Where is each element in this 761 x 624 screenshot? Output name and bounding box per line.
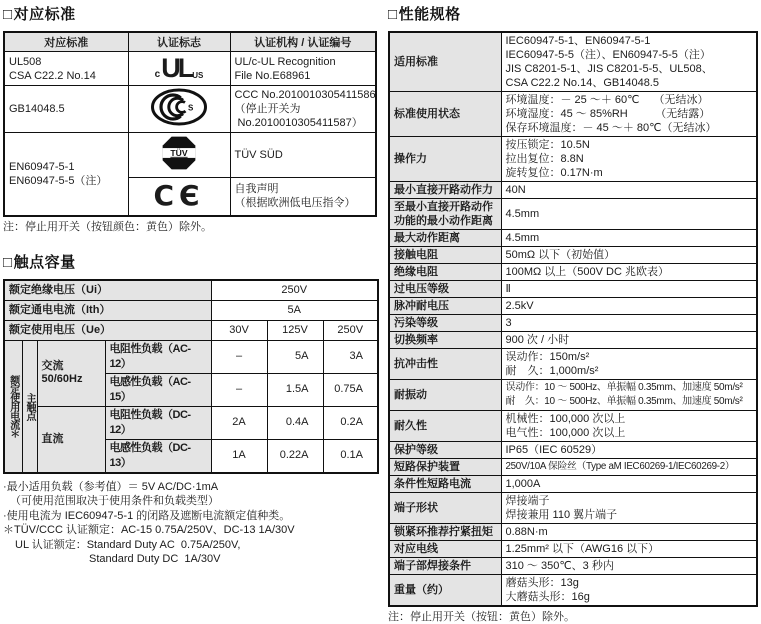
left-column bbox=[3, 0, 379, 567]
spec-value: 310 ～ 350℃、3 秒内 bbox=[501, 558, 757, 575]
table-row bbox=[4, 300, 378, 320]
performance-section-title: □性能规格 bbox=[388, 6, 461, 23]
note-text: UL 认证额定：Standard Duty AC 0.75A/250V, bbox=[15, 538, 241, 551]
spec-row-switching-frequency: 切换频率 900 次 / 小时 bbox=[389, 332, 757, 349]
spec-row-applicable-standards: 适用标准 IEC60947-5-1、EN60947-5-1 IEC60947-5-5（注）、EN60947-5-5（注） JIS C8201-5-1、JIS C8201-5-5、UL508、 CSA C22.2 No.14、GB14048.5 bbox=[389, 32, 757, 92]
standards-row-tuv bbox=[4, 133, 376, 178]
spec-value: 100MΩ 以上（500V DC 兆欧表） bbox=[501, 264, 757, 281]
spec-value: 250V/10A 保险丝（Type aM IEC60269-1/IEC60269-2） bbox=[501, 459, 757, 476]
spec-row-short-circuit-protection: 短路保护装置 250V/10A 保险丝（Type aM IEC60269-1/IEC60269-2） bbox=[389, 459, 757, 476]
certification-body: UL/c-UL Recognition File No.E68961 bbox=[230, 52, 376, 86]
voltage-col-30v: 30V bbox=[211, 320, 267, 340]
spec-row-max-travel: 最大动作距离 4.5mm bbox=[389, 230, 757, 247]
spec-value: 焊接端子 焊接兼用 110 翼片端子 bbox=[501, 493, 757, 524]
spec-value: 1,000A bbox=[501, 476, 757, 493]
spec-value: 3 bbox=[501, 315, 757, 332]
mark-col-header: 认证标志 bbox=[128, 32, 230, 52]
cell-value: 3A bbox=[323, 340, 378, 373]
load-type-label: 电感性负载（DC-13） bbox=[105, 439, 211, 473]
spec-row-vibration-resistance: 耐振动 误动作：10 ～ 500Hz、单振幅 0.35mm、加速度 50m/s² 耐 久：10 ～ 500Hz、单振幅 0.35mm、加速度 50m/s² bbox=[389, 380, 757, 411]
spec-row-terminal-shape: 端子形状 焊接端子 焊接兼用 110 翼片端子 bbox=[389, 493, 757, 524]
certification-body: 自我声明 （根据欧洲低电压指令） bbox=[230, 178, 376, 216]
spec-row-operating-force: 操作力 按压锁定：10.5N 拉出复位：8.8N 旋转复位：0.17N·m bbox=[389, 137, 757, 182]
cell-value: 0.4A bbox=[267, 406, 323, 439]
spec-value: 误动作：150m/s² 耐 久：1,000m/s² bbox=[501, 349, 757, 380]
note-text: ·使用电流为 IEC60947-5-1 的闭路及遮断电流额定值种类。 bbox=[3, 509, 291, 522]
spec-row-conditional-short-circuit-current: 条件性短路电流 1,000A bbox=[389, 476, 757, 493]
section-bullet-icon: □ bbox=[3, 6, 13, 23]
voltage-col-250v: 250V bbox=[323, 320, 378, 340]
standards-row-ul bbox=[4, 52, 376, 86]
spec-value: 900 次 / 小时 bbox=[501, 332, 757, 349]
rated-insulation-voltage-label: 额定绝缘电压（Ui） bbox=[4, 280, 211, 301]
cell-value: 0.2A bbox=[323, 406, 378, 439]
ccc-mark-icon bbox=[150, 88, 208, 126]
rated-current-value: 5A bbox=[211, 300, 378, 320]
note-text: Standard Duty DC 1A/30V bbox=[89, 553, 221, 565]
note-text: ·最小适用负载（参考值）＝ 5V AC/DC·1mA bbox=[3, 480, 219, 493]
spec-row-operating-conditions: 标准使用状态 环境温度：－ 25 ～＋ 60℃ （无结冰） 环境湿度：45 ～ 85%RH （无结露） 保存环境温度：－ 45 ～＋ 80℃（无结冰） bbox=[389, 92, 757, 137]
standards-table bbox=[3, 31, 377, 217]
rated-insulation-voltage-value: 250V bbox=[211, 280, 378, 301]
spec-value: IP65（IEC 60529） bbox=[501, 442, 757, 459]
ul-cul-mark-icon: c UL US bbox=[154, 53, 204, 83]
section-bullet-icon: □ bbox=[3, 253, 13, 271]
spec-row-overvoltage-category: 过电压等级 Ⅱ bbox=[389, 281, 757, 298]
standards-header-row bbox=[4, 32, 376, 52]
standards-section-title: □对应标准 bbox=[3, 6, 76, 23]
standard-name: UL508 CSA C22.2 No.14 bbox=[4, 52, 128, 86]
ac-group-label: 交流 50/60Hz bbox=[37, 340, 105, 406]
spec-row-impulse-withstand-voltage: 脉冲耐电压 2.5kV bbox=[389, 298, 757, 315]
main-contact-vertical-label: 主触点 bbox=[22, 340, 37, 473]
spec-row-protection-degree: 保护等级 IP65（IEC 60529） bbox=[389, 442, 757, 459]
operating-voltage-label: 额定使用电压（Ue） bbox=[4, 320, 211, 340]
spec-row-shock-resistance: 抗冲击性 误动作：150m/s² 耐 久：1,000m/s² bbox=[389, 349, 757, 380]
spec-value: 环境温度：－ 25 ～＋ 60℃ （无结冰） 环境湿度：45 ～ 85%RH （无结露） 保存环境温度：－ 45 ～＋ 80℃（无结冰） bbox=[501, 92, 757, 137]
performance-note: 注：停止用开关（按钮：黄色）除外。 bbox=[388, 611, 575, 623]
section-bullet-icon: □ bbox=[388, 6, 398, 23]
spec-row-insulation-resistance: 绝缘电阻 100MΩ 以上（500V DC 兆欧表） bbox=[389, 264, 757, 281]
spec-row-min-direct-opening-travel: 至最小直接开路动作 功能的最小动作距离 4.5mm bbox=[389, 199, 757, 230]
spec-value: 蘑菇头形：13g 大蘑菇头形：16g bbox=[501, 575, 757, 607]
performance-spec-table bbox=[388, 31, 758, 607]
spec-row-applicable-wire: 对应电线 1.25mm² 以下（AWG16 以下） bbox=[389, 541, 757, 558]
cell-value: – bbox=[211, 340, 267, 373]
spec-value: 4.5mm bbox=[501, 230, 757, 247]
standards-note: 注：停止用开关（按钮颜色：黄色）除外。 bbox=[3, 220, 212, 233]
spec-value: 机械性：100,000 次以上 电气性：100,000 次以上 bbox=[501, 411, 757, 442]
spec-row-contact-resistance: 接触电阻 50mΩ 以下（初始值） bbox=[389, 247, 757, 264]
spec-value: 2.5kV bbox=[501, 298, 757, 315]
cell-value: 5A bbox=[267, 340, 323, 373]
table-row bbox=[4, 280, 378, 301]
cell-value: 0.22A bbox=[267, 439, 323, 473]
cell-value: 2A bbox=[211, 406, 267, 439]
spec-row-weight: 重量（约） 蘑菇头形：13g 大蘑菇头形：16g bbox=[389, 575, 757, 607]
load-type-label: 电感性负载（AC-15） bbox=[105, 373, 211, 406]
standard-name: EN60947-5-1 EN60947-5-5（注） bbox=[4, 133, 128, 216]
table-row bbox=[4, 320, 378, 340]
spec-value: Ⅱ bbox=[501, 281, 757, 298]
spec-row-pollution-degree: 污染等级 3 bbox=[389, 315, 757, 332]
spec-value: 0.88N·m bbox=[501, 524, 757, 541]
cell-value: 0.1A bbox=[323, 439, 378, 473]
contact-capacity-table bbox=[3, 279, 379, 474]
svg-text:S: S bbox=[188, 103, 194, 113]
standards-col-header: 对应标准 bbox=[4, 32, 128, 52]
load-type-label: 电阻性负载（AC-12） bbox=[105, 340, 211, 373]
rated-operating-current-vertical-label: 额定使用电流＊ bbox=[4, 340, 22, 473]
cell-value: – bbox=[211, 373, 267, 406]
spec-value: 50mΩ 以下（初始值） bbox=[501, 247, 757, 264]
spec-value: 误动作：10 ～ 500Hz、单振幅 0.35mm、加速度 50m/s² 耐 久：10 ～ 500Hz、单振幅 0.35mm、加速度 50m/s² bbox=[501, 380, 757, 411]
table-row bbox=[4, 340, 378, 373]
note-text: ＊TÜV/CCC 认证额定：AC-15 0.75A/250V、DC-13 1A/30V bbox=[3, 524, 295, 536]
voltage-col-125v: 125V bbox=[267, 320, 323, 340]
rated-current-label: 额定通电电流（Ith） bbox=[4, 300, 211, 320]
cell-value: 0.75A bbox=[323, 373, 378, 406]
ce-mark-icon: CЄ bbox=[153, 179, 205, 213]
standards-row-ccc bbox=[4, 86, 376, 133]
spec-value: IEC60947-5-1、EN60947-5-1 IEC60947-5-5（注）、EN60947-5-5（注） JIS C8201-5-1、JIS C8201-5-5、UL508、 CSA C22.2 No.14、GB14048.5 bbox=[501, 32, 757, 92]
table-row bbox=[4, 406, 378, 439]
certification-body: CCC No.2010010305411586 （停止开关为 No.2010010305411587） bbox=[230, 86, 376, 133]
note-text: （可使用范围取决于使用条件和负载类型） bbox=[10, 495, 219, 507]
contact-section-title: □触点容量 bbox=[3, 253, 76, 271]
spec-row-locking-ring-torque: 锁紧环推荐拧紧扭矩 0.88N·m bbox=[389, 524, 757, 541]
spec-value: 按压锁定：10.5N 拉出复位：8.8N 旋转复位：0.17N·m bbox=[501, 137, 757, 182]
spec-row-durability: 耐久性 机械性：100,000 次以上 电气性：100,000 次以上 bbox=[389, 411, 757, 442]
cell-value: 1A bbox=[211, 439, 267, 473]
spec-value: 1.25mm² 以下（AWG16 以下） bbox=[501, 541, 757, 558]
body-col-header: 认证机构 / 认证编号 bbox=[230, 32, 376, 52]
tuv-mark-icon bbox=[161, 135, 197, 171]
dc-group-label: 直流 bbox=[37, 406, 105, 473]
cell-value: 1.5A bbox=[267, 373, 323, 406]
right-column bbox=[388, 0, 758, 624]
load-type-label: 电阻性负载（DC-12） bbox=[105, 406, 211, 439]
standard-name: GB14048.5 bbox=[4, 86, 128, 133]
spec-row-min-direct-opening-force: 最小直接开路动作力 40N bbox=[389, 182, 757, 199]
svg-text:TÜV: TÜV bbox=[170, 147, 188, 158]
spec-value: 40N bbox=[501, 182, 757, 199]
certification-body: TÜV SÜD bbox=[230, 133, 376, 178]
spec-row-soldering-conditions: 端子部焊接条件 310 ～ 350℃、3 秒内 bbox=[389, 558, 757, 575]
spec-value: 4.5mm bbox=[501, 199, 757, 230]
contact-notes bbox=[3, 480, 379, 567]
